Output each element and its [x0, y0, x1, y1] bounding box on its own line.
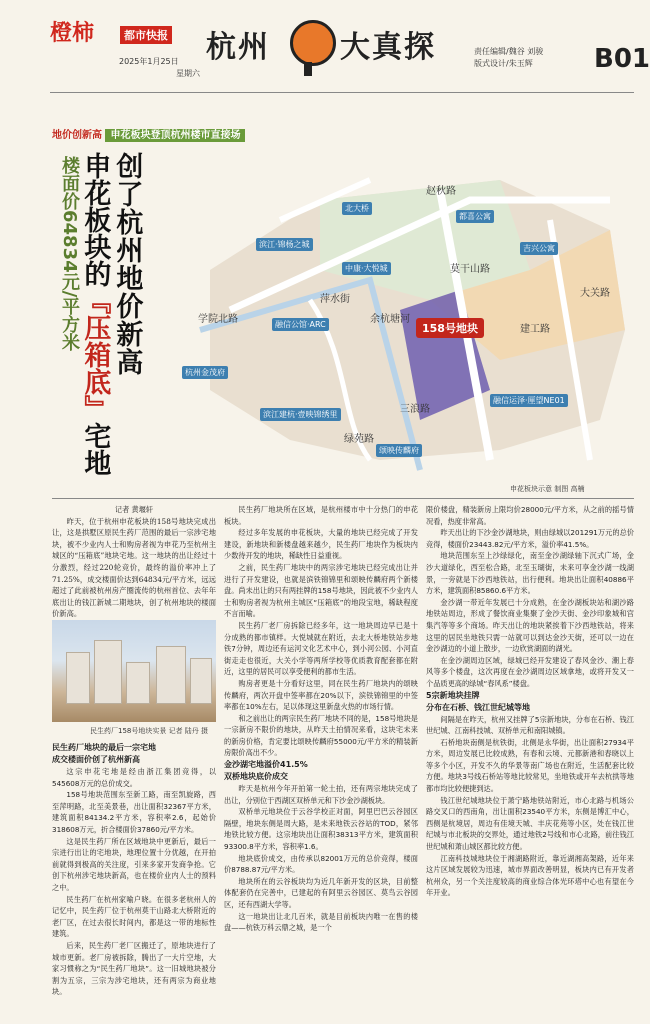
- kicker: [52, 126, 245, 141]
- paragraph: 购房者更是十分看好这里，同在民生药厂地块内的颂映传麟府，两次开盘中签率都在20%以下，滨铁锦锦里的中签率都在10%左右，足以体现这里新盘火热的市场行情。: [224, 678, 418, 712]
- map-road-label-7: 绿苑路: [344, 434, 374, 445]
- issue-weekday: 星期六: [176, 69, 200, 78]
- photo-building: [126, 662, 150, 704]
- section-1-title-b: 成交楼面价创了杭州新高: [52, 755, 140, 764]
- section-3-title-b: 分布在石桥、钱江世纪城等地: [426, 702, 530, 712]
- designer-credit: 版式设计/朱玉辉: [474, 59, 533, 68]
- map-place-4: 吉兴公寓: [520, 242, 558, 255]
- paragraph: 这一地块出让北几百米，就是目前板块内唯一在售的楼盘——杭铁万科云鼎之城，是一个: [224, 911, 418, 933]
- map-plot-label: 158号地块: [416, 318, 484, 338]
- article-col-1b: [52, 742, 216, 998]
- paragraph: 这宗申花宅地是经由浙江集团竞得，以545608万元的总价成交。: [52, 767, 216, 788]
- map-road-label-5: 建工路: [520, 324, 550, 335]
- article-col-2: [224, 504, 418, 934]
- section-banner-left: 杭州: [206, 30, 270, 65]
- map-road-label-4: 莫干山路: [450, 264, 490, 275]
- photo-building: [94, 640, 122, 704]
- article-col-1: [52, 504, 216, 620]
- brand-badge: 都市快报: [120, 26, 172, 44]
- paragraph: 之前，民生药厂地块中的两宗涉宅地块已经完成出让并进行了开发建设，也就是滨铁锦锦里和颂映传麟府两个新楼盘。尚未出让的只有两挂牌的158号地块，因此被不少业内人士和购房者视为杭州主城区“压箱底”的地段宝地，稀缺程度不言而喻。: [224, 562, 418, 619]
- location-map: [170, 160, 634, 476]
- headline-line2-b: 宅地: [79, 422, 111, 476]
- kicker-tag: 地价创新高: [52, 130, 102, 141]
- photo-caption: 民生药厂158号地块实景 记者 陆丹 摄: [90, 727, 209, 735]
- map-place-0: 北大桥: [342, 202, 372, 215]
- header-divider: [50, 92, 634, 93]
- map-road-label-1: 学院北路: [198, 314, 238, 325]
- paragraph: 经过多年发展的申花板块，大量的地块已经完成了开发建设，新地块和新楼盘越来越少，民生药厂地块作为板块内少数待开发的地块，稀缺性日益重视。: [224, 528, 418, 561]
- headline-line1: 创了杭州地价新高: [111, 152, 143, 376]
- paragraph: 在金沙湖周边区域，绿城已经开发建设了春风金沙、潮上春风等多个楼盘，这次再度在金沙湖周边区域拿地，或将开发又一个品质更高的绿城“春风系”楼盘。: [426, 655, 634, 688]
- paragraph: 这是民生药厂所在区域地块中更新后，最后一宗进行出让的宅地块，地理位置十分优越，在开拍前就得到极高的关注度，引来多家开发商争抢。它创下杭州涉宅地块新高，也在楼价业内人士的预料之中。: [52, 836, 216, 892]
- paragraph: 石桥地块南侧是杭铁街，北侧是永华街，出让面积27934平方米，周边发展已比较成熟，有春和云境、元都新港和春晓以上等多个小区，开发不久的华景等南广场也在附近，生活配套比较方便。地块3号线石桥站等地比较常见，坐地铁或开车去杭拱等地都市均比较便捷到达。: [426, 737, 634, 794]
- kicker-title: 申花板块登顶杭州楼市直接场: [105, 129, 245, 142]
- site-photo: [52, 620, 216, 722]
- photo-building: [66, 652, 90, 704]
- paragraph: 158号地块范围东至新工路，南至凯旋路，西至萍明路，北至美景巷，出让面积32367平方米，建筑面积84134.2平方米，容积率2.6，起始价318608万元，折合楼面价37860元/平方米。: [52, 790, 216, 834]
- headline-line2-a: 申花板块的: [79, 152, 111, 287]
- issue-date: 2025年1月25日: [119, 57, 179, 66]
- paragraph: 民生药厂地块所在区域，是杭州楼市中十分热门的申花板块。: [224, 505, 418, 526]
- map-place-3: 中康·大悦城: [342, 262, 391, 275]
- byline: 记者 黄堰轩: [114, 505, 154, 514]
- paragraph: 金沙湖一带近年发展已十分成熟，在金沙湖板块站和湖沙路地铁站周边，形成了餐饮商业集聚了金沙天街、金沙印象城和宫集汽等等多个商场。昨天出让的地块紧挨着下沙西地铁站，将来这里的居民坐地铁只需一站就可以到达金沙天街，还可以一边在金沙湖边的小道上散步，一边欣赏湖面的湖光。: [426, 597, 634, 654]
- paragraph: 昨天出让的下沙金沙湖地块，则由绿城以201291万元的总价竞得，楼面价23443.82元/平方米，溢价率41.5%。: [426, 528, 634, 549]
- map-place-8: 融信运泽·厘望NE01: [490, 394, 568, 407]
- paragraph: 间隔是在昨天，杭州又挂牌了5宗新地块，分布在石桥、钱江世纪城、江南科技城、双桥单元和南阳城镇。: [426, 714, 634, 736]
- article-col-3: [426, 504, 634, 899]
- paragraph: 钱江世纪城地块位于萧宁路地铁站附近，市心北路与机场公路交叉口的西南角，出让面积23540平方米，东侧是博汇中心，西侧是杭境居，周边有佳境天城、丰庆花苑等小区，处在钱江世纪城与市北板块的交界处，通过地铁2号线和市心北路，前往钱江世纪城和萧山城区都比较方便。: [426, 795, 634, 852]
- brand-logo: 橙柿: [50, 21, 95, 46]
- map-place-1: 滨江·锦杨之城: [256, 238, 313, 251]
- section-1-title-a: 民生药厂地块的最后一宗宅地: [52, 743, 156, 752]
- page-number: B01: [594, 44, 650, 74]
- headline-line2-red: 『压箱底』: [79, 287, 111, 422]
- map-place-5: 融信公馆·ARC: [272, 318, 329, 331]
- map-place-2: 都喜公寓: [456, 210, 494, 223]
- map-place-6: 杭州金茂府: [182, 366, 228, 379]
- photo-building: [156, 646, 186, 704]
- map-road-label-8: 三浪路: [400, 404, 430, 415]
- paragraph: 江南科技城地块位于湘湖路附近，靠近湖湘高架路，近年来这片区域发展较为迅速，城市界面改善明显，板块内已有开发者杭州众，另一个关注度较高的商业综合体光环塔中心也有望在今年开业。: [426, 853, 634, 898]
- map-place-9: 颂映传麟府: [376, 444, 422, 457]
- paragraph: 地块所在的云谷板块均为近几年新开发的区块，目前整体配套仍在完善中，已建起的有阿里云谷园区、莫鸟云谷园区，还有西湖大学等。: [224, 876, 418, 909]
- paragraph: 后来，民生药厂老厂区搬迁了，原地块进行了城市更新。老厂房被拆除，腾出了一大片空地，大家习惯称之为“民生药厂地块”。这一旧城地块被分割为五宗，三宗为涉宅地块，还有两宗为商业地块。: [52, 940, 216, 997]
- magnifier-icon: [290, 20, 336, 66]
- lead-paragraph: 昨天，位于杭州申花板块的158号地块完成出让，这是拱墅区原民生药厂范围的最后一宗涉宅地块，被不少业内人士和购房者视为申花乃至杭州主城区的“压箱底”地块宅地。这一地块的出让经过十分激烈，经过220轮竞价，最终的溢价率冲上了71.25%，成交楼面价达到64834元/平方米，远远超过了此前被杭州房产圈流传的杭州首位、去年年底出让的钱江新城二期地块，创了杭州地块的楼面价新高。: [52, 516, 216, 619]
- editor-credit: 责任编辑/魏谷 刘骏: [474, 47, 544, 56]
- map-credit: 申花板块示意 制图 高楠: [510, 485, 585, 493]
- magnifier-handle: [304, 62, 312, 76]
- section-3-title-a: 5宗新地块挂牌: [426, 690, 480, 700]
- map-road-label-0: 赵秋路: [426, 186, 456, 197]
- section-2-title-b: 双桥地块底价成交: [224, 772, 288, 782]
- headline-line2: [79, 152, 111, 476]
- map-road-label-3: 余杭塘河: [370, 314, 410, 325]
- map-place-7: 滨江建杭·壹映锦绣里: [260, 408, 341, 421]
- map-divider: [52, 498, 634, 499]
- section-2-title-a: 金沙湖宅地溢价41.5%: [224, 760, 308, 770]
- paragraph: 昨天是杭州今年开拍第一轮土拍，还有两宗地块完成了出让，分别位于西湖区双桥单元和下沙金沙湖板块。: [224, 784, 418, 805]
- paragraph: 双桥单元地块位于云谷学校正对面，阿里巴巴云谷园区隔壁，地块东侧是周大路，是未来地铁云谷站的TOD，紧邻地铁比较方便。这宗地块出让面积38313平方米，建筑面积93300.8平方米，容积率1.6。: [224, 807, 418, 852]
- section-banner-right: 大真探: [340, 30, 436, 65]
- headline-deck: 楼面价64834元/平方米: [59, 156, 80, 352]
- map-road-label-2: 萍水街: [320, 294, 350, 305]
- paragraph: 地块底价成交，由传承以82001万元的总价竞得，楼面价8788.87元/平方米。: [224, 853, 418, 875]
- photo-building: [190, 658, 212, 704]
- paragraph: 民生药厂老厂房拆除已经多年，这一地块周边早已是十分成熟的都市镇样。大悦城就在附近，去北大桥地铁站步地铁7分钟，周边还有运河文化艺术中心，到小河公园、小河直街走走也很近，大关小学等两所学校等优质教育配套都在附近，这里的居民可以享受便利的都市生活。: [224, 620, 418, 677]
- paragraph: 限价楼盘，精装新房上限均价28000元/平方米，从之前的摇号情况看，热度非常高。: [426, 505, 634, 526]
- map-road-label-6: 大关路: [580, 288, 610, 299]
- paragraph: 地块范围东至上沙绿绿化，南至金沙湖绿轴下沉式广场，金沙大道绿化，西至松合路，北至玉瑚街，未来可享金沙湖一线湖景，一旁就是下沙西地铁站，出行便利。地块出让面积40886平方米，建筑面积85860.6平方米。: [426, 551, 634, 596]
- paragraph: 民生药厂在杭州家喻户晓。在很多老杭州人的记忆中，民生药厂位于杭州莫干山路北大桥附近的老厂区，在过去很长时间内，都是这一带的地标性建筑。: [52, 894, 216, 939]
- paragraph: 和之前出让的两宗民生药厂地块不同的是，158号地块是一宗新房不限价的地块，从昨天土拍情况来看，这块宅未来的新房价格，肯定要比颂映传麟府55000元/平方米的精装新房限价高出不少。: [224, 713, 418, 758]
